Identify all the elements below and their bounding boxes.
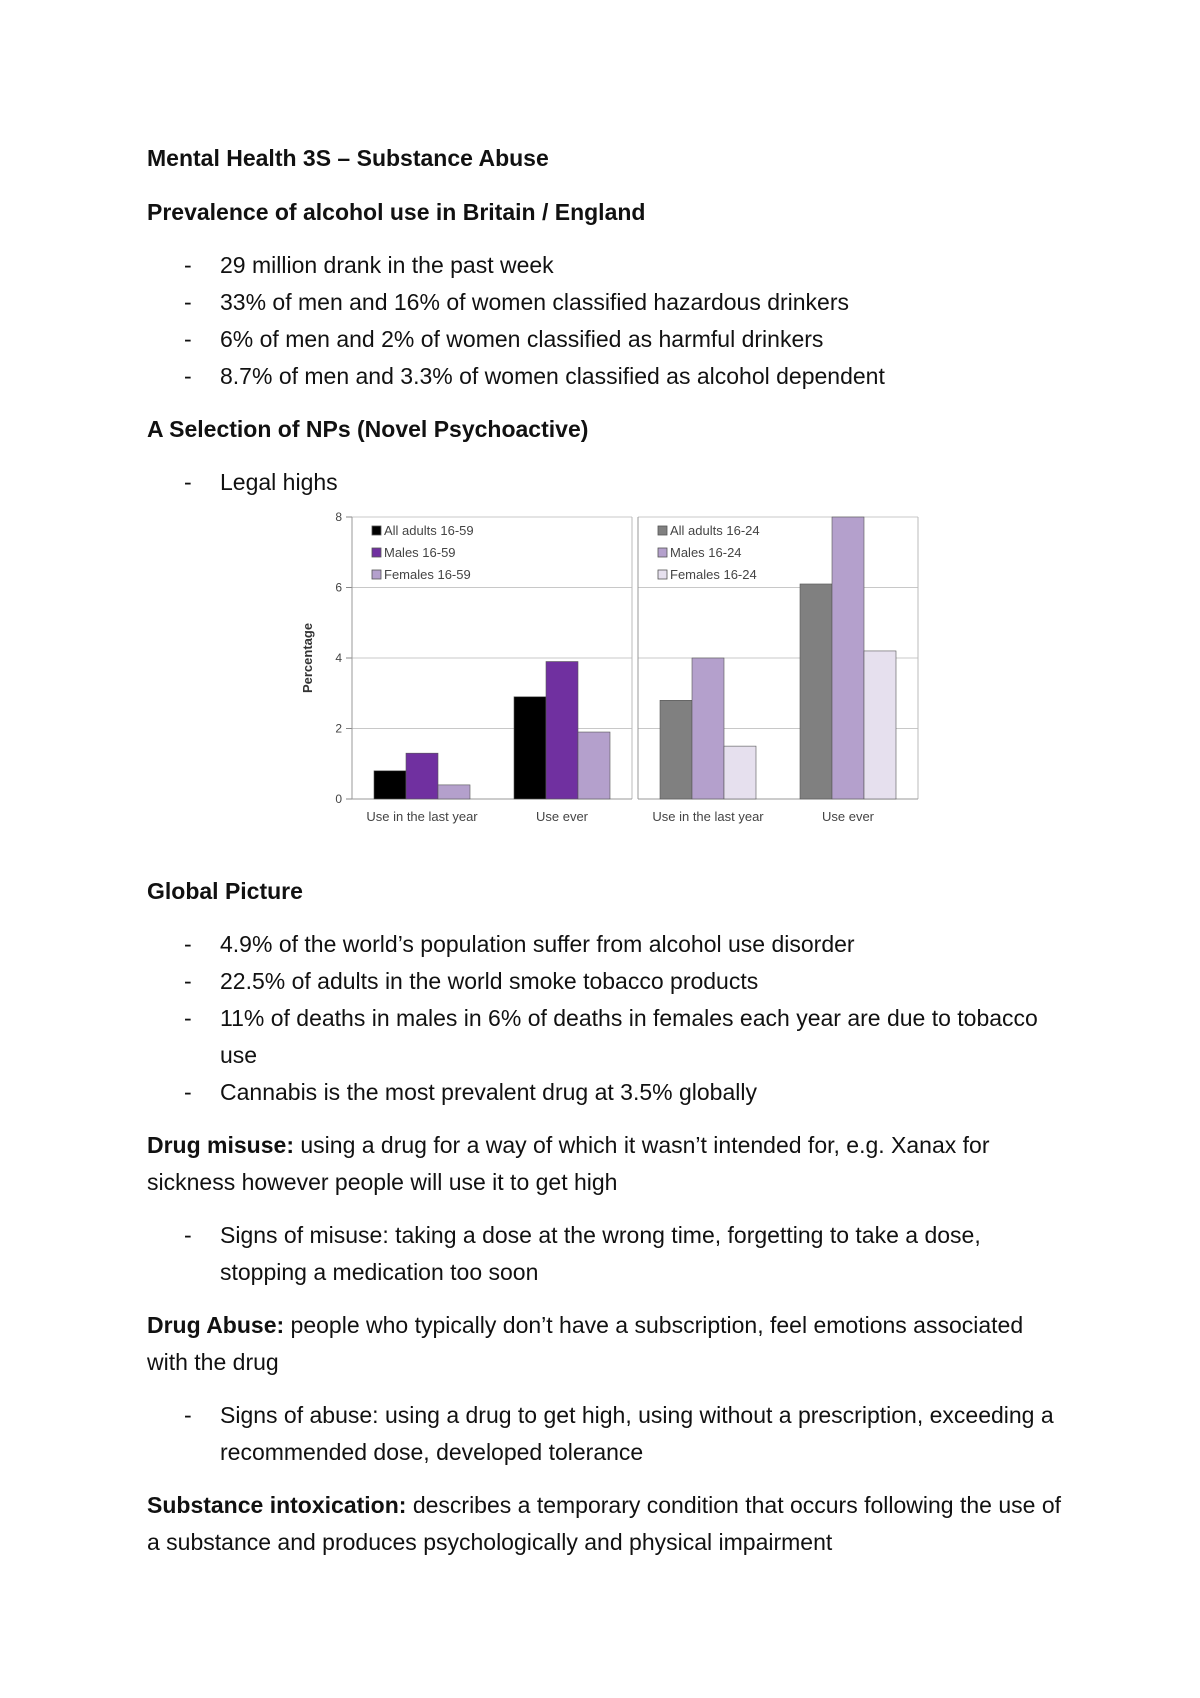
misuse-list xyxy=(147,1217,1067,1291)
list-item: - 22.5% of adults in the world smoke tobacco products xyxy=(147,963,1067,1000)
misuse-definition xyxy=(147,1127,1067,1201)
x-tick-label: Use ever xyxy=(535,809,589,824)
abuse-term: Drug Abuse: xyxy=(147,1312,285,1338)
list-item: - 29 million drank in the past week xyxy=(147,247,1067,284)
abuse-list xyxy=(147,1397,1067,1471)
global-list xyxy=(147,926,1067,1111)
alcohol-list xyxy=(147,247,1067,395)
bar xyxy=(692,658,724,799)
bar xyxy=(724,746,756,799)
document-page xyxy=(147,140,1067,1577)
x-tick-label: Use in the last year xyxy=(366,809,478,824)
bar xyxy=(800,584,832,799)
legend-swatch xyxy=(658,526,667,535)
list-item: - 33% of men and 16% of women classified hazardous drinkers xyxy=(147,284,1067,321)
bar xyxy=(660,700,692,799)
legend-label: All adults 16-24 xyxy=(670,523,760,538)
legend-label: Females 16-59 xyxy=(384,567,471,582)
intoxication-definition xyxy=(147,1487,1067,1561)
bar xyxy=(406,753,438,799)
list-item: - 11% of deaths in males in 6% of deaths in females each year are due to tobacco use xyxy=(147,1000,1067,1074)
legend-swatch xyxy=(372,548,381,557)
y-tick-label: 0 xyxy=(335,792,342,806)
y-tick-label: 8 xyxy=(335,510,342,524)
abuse-text: people who typically don’t have a subscription, feel emotions associated with the drug xyxy=(147,1312,1024,1375)
nps-heading: A Selection of NPs (Novel Psychoactive) xyxy=(147,416,589,442)
abuse-definition xyxy=(147,1307,1067,1381)
legend-swatch xyxy=(372,526,381,535)
list-item: - Signs of abuse: using a drug to get high, using without a prescription, exceeding a recommended dose, developed tolerance xyxy=(147,1397,1067,1471)
bar xyxy=(578,732,610,799)
list-item: - Cannabis is the most prevalent drug at 3.5% globally xyxy=(147,1074,1067,1111)
bar xyxy=(832,517,864,799)
bar xyxy=(374,771,406,799)
x-tick-label: Use in the last year xyxy=(652,809,764,824)
legal-highs-chart xyxy=(147,509,1067,859)
misuse-text: using a drug for a way of which it wasn’t intended for, e.g. Xanax for sickness however people will use it to get high xyxy=(147,1132,990,1195)
list-item: - Legal highs xyxy=(147,464,1067,501)
bar xyxy=(438,785,470,799)
bar xyxy=(546,662,578,799)
global-heading: Global Picture xyxy=(147,878,303,904)
list-item: - Signs of misuse: taking a dose at the wrong time, forgetting to take a dose, stopping a medication too soon xyxy=(147,1217,1067,1291)
intoxication-text: describes a temporary condition that occurs following the use of a substance and produces psychologically and physical impairment xyxy=(147,1492,1062,1555)
document-title: Mental Health 3S – Substance Abuse xyxy=(147,145,549,171)
list-item: - 8.7% of men and 3.3% of women classified as alcohol dependent xyxy=(147,358,1067,395)
bar xyxy=(864,651,896,799)
y-axis-label: Percentage xyxy=(300,622,315,694)
misuse-term: Drug misuse: xyxy=(147,1132,294,1158)
legend-label: Females 16-24 xyxy=(670,567,757,582)
legend-label: Males 16-59 xyxy=(384,545,456,560)
legend-label: Males 16-24 xyxy=(670,545,742,560)
alcohol-heading: Prevalence of alcohol use in Britain / England xyxy=(147,199,646,225)
bar xyxy=(514,697,546,799)
y-tick-label: 4 xyxy=(335,651,342,665)
list-item: - 4.9% of the world’s population suffer from alcohol use disorder xyxy=(147,926,1067,963)
legend-swatch xyxy=(372,570,381,579)
legend-swatch xyxy=(658,548,667,557)
x-tick-label: Use ever xyxy=(821,809,875,824)
legend-swatch xyxy=(658,570,667,579)
bar-chart xyxy=(292,509,922,849)
list-item: - 6% of men and 2% of women classified as harmful drinkers xyxy=(147,321,1067,358)
y-tick-label: 6 xyxy=(335,580,342,595)
nps-list xyxy=(147,464,1067,501)
y-tick-label: 2 xyxy=(335,721,342,736)
legend-label: All adults 16-59 xyxy=(384,523,474,538)
intoxication-term: Substance intoxication: xyxy=(147,1492,407,1518)
